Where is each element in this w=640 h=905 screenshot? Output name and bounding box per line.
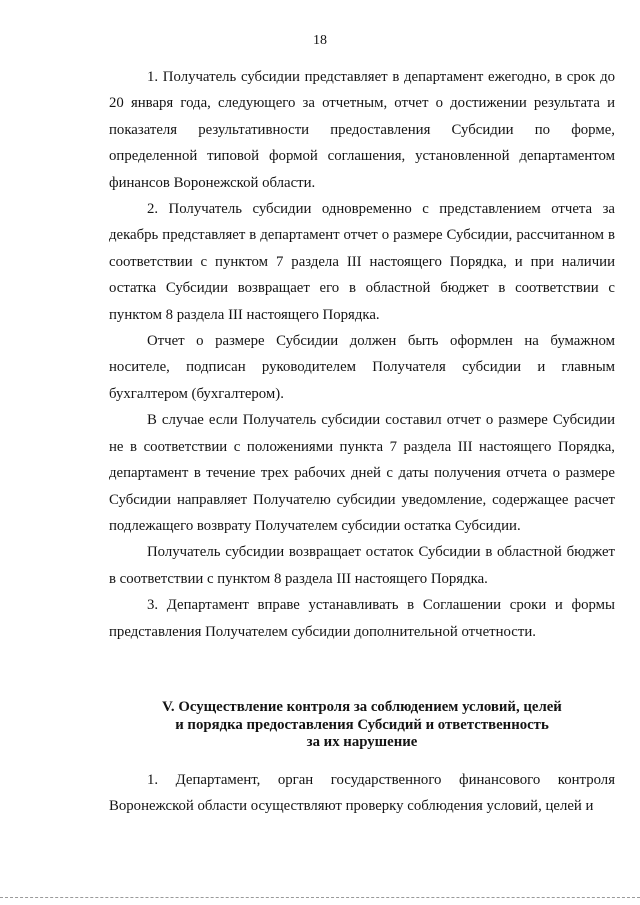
scan-edge-divider	[0, 897, 640, 898]
paragraph-report-submission: 1. Получатель субсидии представляет в департамент ежегодно, в срок до 20 января года, следующего за отчетным, отчет о достижении результата и показателя результативности предоставления Субсидии по форме, определенной типовой формой соглашения, установленной департаментом финансов Воронежской области.	[109, 69, 615, 191]
paragraph-balance-return: Получатель субсидии возвращает остаток Субсидии в областной бюджет в соответствии с пунктом 8 раздела III настоящего Порядка.	[109, 544, 615, 587]
body-text-bottom	[109, 767, 615, 820]
body-text-top	[109, 64, 615, 645]
paragraph-additional-reporting: 3. Департамент вправе устанавливать в Соглашении сроки и формы представления Получателем субсидии дополнительной отчетности.	[109, 597, 615, 640]
section-heading-line-1: V. Осуществление контроля за соблюдением условий, целей	[162, 699, 562, 715]
section-heading-line-2: и порядка предоставления Субсидий и ответственность	[175, 716, 549, 733]
paragraph-noncompliance-notice: В случае если Получатель субсидии составил отчет о размере Субсидии не в соответствии с положениями пункта 7 раздела III настоящего Порядка, департамент в течение трех рабочих дней с даты получения отчета о размере Субсидии направляет Получателю субсидии уведомление, содержащее расчет подлежащего возврату Получателем субсидии остатка Субсидии.	[109, 412, 615, 534]
paragraph-subsidy-size-report: 2. Получатель субсидии одновременно с представлением отчета за декабрь представляет в департамент отчет о размере Субсидии, рассчитанном в соответствии с пунктом 7 раздела III настоящего Порядка, и при наличии остатка Субсидии возвращает его в областной бюджет в соответствии с пунктом 8 раздела III настоящего Порядка.	[109, 201, 615, 323]
section-heading-line-3: за их нарушение	[306, 734, 418, 750]
page-number: 18	[313, 33, 327, 48]
section-heading	[109, 699, 615, 752]
paragraph-report-format: Отчет о размере Субсидии должен быть оформлен на бумажном носителе, подписан руководителем Получателя субсидии и главным бухгалтером (бухгалтером).	[109, 333, 615, 402]
paragraph-control-inspection: 1. Департамент, орган государственного финансового контроля Воронежской области осуществляют проверку соблюдения условий, целей и	[109, 772, 615, 815]
